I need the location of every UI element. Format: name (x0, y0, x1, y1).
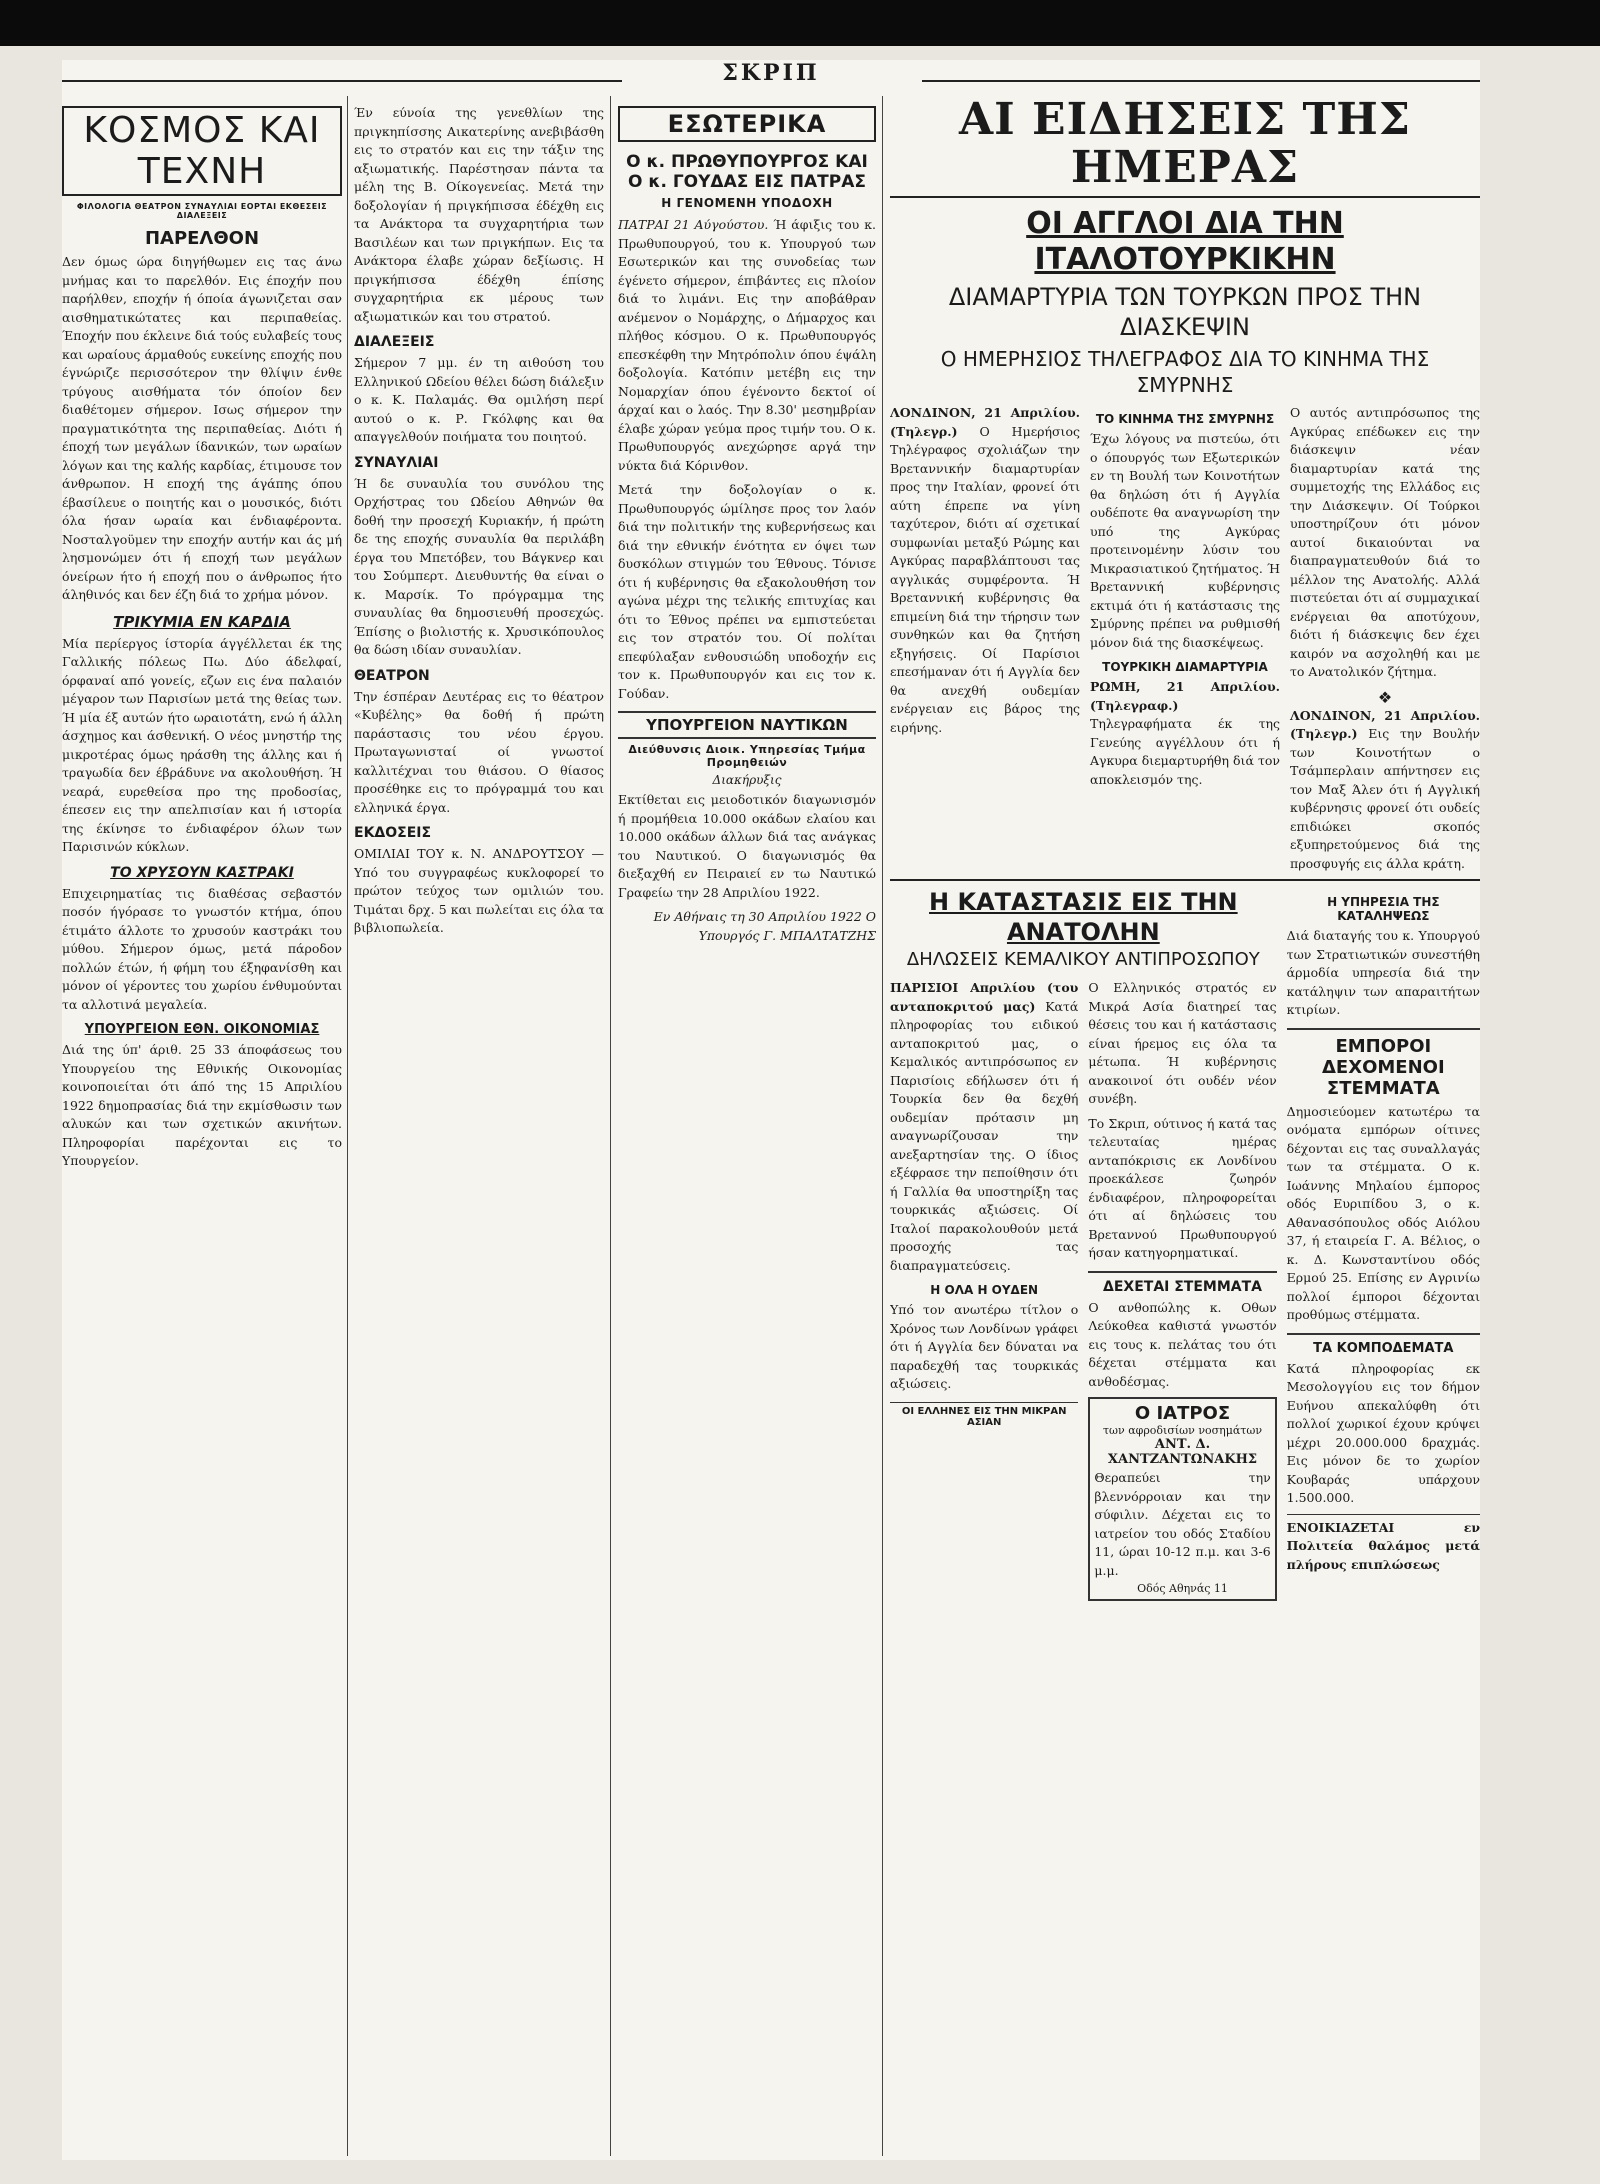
notice-subtitle: Διεύθυνσις Διοικ. Υπηρεσίας Τμήμα Προμηθειών (628, 743, 866, 769)
column-rule (882, 96, 883, 2156)
lead-body: Ο Ημερήσιος Τηλέγραφος σχολιάζων την Βρεταννικήν διαμαρτυρίαν προς την Ιταλίαν, φρονεί ότι αύτη έπρεπε να γίνη ταχύτερον, διότι αί σχετικαί συμφωνίαι μεταξύ Ρώμης και Αγκύρας παραβλάπτουσι τας αγγλικάς συμφέροντα. Ή Βρεταννική κυβέρνησις θα επιμείνη διά την τήρησιν των συνθηκών και θα ζητήση εξηγήσεις. Οί Παρίσιοι επεσήμαναν ότι ή Αγγλία δεν θα ανεχθή ουδεμίαν ενέργειαν εις βάρος της ειρήνης. (890, 423, 1080, 735)
article-title: ΤΑ ΚΟΜΠΟΔΕΜΑΤΑ (1287, 1333, 1480, 1356)
article-body: Ή άφιξις του κ. Πρωθυπουργού, του κ. Υπουργού των Εσωτερικών και της συνοδείας των έγένετο σήμερον, έπιβάντες εις πλοίον διά το λιμάνι. Εις την αποβάθραν ανέμενον ο Νομάρχης, ο Δήμαρχος και πλήθος κόσμου. Ο κ. Πρωθυπουργός επεσκέφθη την Μητρόπολιν όπου έψάλη δοξολογία. Κατόπιν μετέβη εις την Νομαρχίαν όπου έγένοντο δεκτοί οί άρχαί και ο λαός. Την 8.30' μεσημβρίαν έλαβε χώραν γεύμα προς τιμήν του. Ο κ. Πρωθυπουργός ανεχώρησε αργά την νύκτα διά Κόρινθον. (618, 217, 876, 473)
anatoli-columns (890, 979, 1277, 1601)
column-kosmos-kai-texni (62, 96, 342, 2156)
newspaper-page (62, 60, 1480, 2160)
anatoli-body: Το Σκριπ, ούτινος ή κατά τας τελευταίας ημέρας ανταπόκρισις εκ Λονδίνου προεκάλεσε ζωηρόν ένδιαφέρον, πληροφορείται ότι αί δηλώσεις του Βρεταννού Πρωθυπουργού ήσαν κατηγορηματικαί. (1088, 1115, 1277, 1260)
lead-sub-dateline: ΡΩΜΗ, 21 Απριλίου. (Τηλεγραφ.) (1090, 679, 1280, 713)
article-body: Μία περίεργος ίστορία άγγέλλεται έκ της Γαλλικής πόλεως Πω. Δύο άδελφαί, όρφαναί από γονείς, εζων εις ένα παλαιόν μέγαρον των Παρισίων μετά της θείας των. Ή μία έξ αυτών ήτο ωραιοτάτη, ενώ ή άλλη άσχημος και άσθενική. Ο νέος μνηστήρ της μικροτέρας όμως ηράσθη της άλλης και ή τραγωδία δεν έβράδυνε να ακολουθήση. Ή νεαρά, ευρεθείσα προ της προδοσίας, έπεσεν εις την απελπισίαν και ή ιστορία της έκίνησε το ένδιαφέρον όλων των Παρισινών κύκλων. (62, 635, 342, 854)
article-title: ΕΜΠΟΡΟΙ ΔΕΧΟΜΕΝΟΙ ΣΤΕΜΜΑΤΑ (1287, 1028, 1480, 1099)
article-title: ΣΥΝΑΥΛΙΑΙ (354, 454, 439, 471)
news-of-the-day (890, 96, 1480, 2156)
lead-subheadline: ΔΙΑΜΑΡΤΥΡΙΑ ΤΩΝ ΤΟΥΡΚΩΝ ΠΡΟΣ ΤΗΝ ΔΙΑΣΚΕΨΙΝ (948, 283, 1422, 341)
doctor-ad-body: Θεραπεύει την βλεννόρροιαν και την σύφιλιν. Δέχεται εις το ιατρείον του οδός Σταδίου 11, ώραι 10-12 π.μ. και 3-6 μ.μ. (1094, 1470, 1271, 1578)
anatoli-body: Ο Ελληνικός στρατός εν Μικρά Ασία διατηρεί τας θέσεις του και ή κατάστασις είναι ήρεμος εις όλα τα μέτωπα. Ή κυβέρνησις ανακοινοί ότι ουδέν νέον συνέβη. (1088, 980, 1277, 1106)
anatoli-col-2 (1088, 979, 1276, 1601)
article-body: Επιχειρηματίας τις διαθέσας σεβαστόν ποσόν ήγόρασε το γνωστόν κτήμα, όπου έτιμάτο άλλοτε το χρυσούν καστράκι του μύθου. Σήμερον όμως, μετά πάροδον πολλών έτών, ή φήμη του έξηφανίσθη και μόνον οί γέροντες του χωρίου ένθυμούνται τα αλλοτινά μεγαλεία. (62, 885, 342, 1012)
masthead (62, 60, 1480, 90)
column-kosmos-cont (354, 96, 604, 2156)
scan-top-band (0, 0, 1600, 46)
article-headline: Ο κ. ΠΡΩΘΥΠΟΥΡΓΟΣ ΚΑΙ Ο κ. ΓΟΥΔΑΣ ΕΙΣ ΠΑΤΡΑΣ (626, 152, 868, 192)
doctor-ad (1088, 1397, 1276, 1601)
article-title: Η ΥΠΗΡΕΣΙΑ ΤΗΣ ΚΑΤΑΛΗΨΕΩΣ (1327, 895, 1440, 923)
anatoli-dateline: ΠΑΡΙΣΙΟΙ Απριλίου (του ανταποκριτού μας) (890, 980, 1079, 1014)
banner-headline: ΑΙ ΕΙΔΗΣΕΙΣ ΤΗΣ ΗΜΕΡΑΣ (890, 96, 1480, 198)
notice-body: Εκτίθεται εις μειοδοτικόν διαγωνισμόν ή προμήθεια 10.000 οκάδων ελαίου και 10.000 οκάδων άλλων διά τας ανάγκας του Ναυτικού. Ο διαγωνισμός θα διεξαχθή εν Πειραιεί εν τω Ναυτικώ Γραφείω την 28 Απριλίου 1922. (618, 792, 876, 900)
article-title: ΘΕΑΤΡΟΝ (354, 667, 430, 684)
lead-dateline: ΛΟΝΔΙΝΟΝ, 21 Απριλίου. (Τηλεγρ.) (890, 405, 1080, 439)
article-body: Διά διαταγής του κ. Υπουργού των Στρατιωτικών συνεστήθη άρμοδία υπηρεσία διά την κατάληψιν των απαραιτήτων κτιρίων. (1286, 928, 1480, 1017)
column-rule (347, 96, 348, 2156)
masthead-title: ΣΚΡΙΠ (722, 60, 820, 86)
article-body: Διά της ύπ' άριθ. 25 33 άποφάσεως του Υπουργείου της Εθνικής Οικονομίας κοινοποιείται ότι άπό της 15 Απριλίου 1922 δημοπρασίας διά την εκμίσθωσιν των αλυκών και των σχετικών ακινήτων. Πληροφορίαι παρέχονται εις το Υπουργείον. (62, 1042, 342, 1168)
anatoli-col-1 (890, 979, 1078, 1601)
column-rule (610, 96, 611, 2156)
lead-body: Εις την Βουλήν των Κοινοτήτων ο Τσάμπερλαιν απήντησεν εις τον Μαξ Άλεν ότι ή Αγγλική κυβέρνησις φρονεί ότι ουδείς επιδιώκει σκοπός εξυπηρετούμενος διά της προσφυγής εις άλλα κράτη. (1290, 726, 1480, 871)
anatoli-headline: Η ΚΑΤΑΣΤΑΣΙΣ ΕΙΣ ΤΗΝ ΑΝΑΤΟΛΗΝ (929, 888, 1238, 946)
ad-body: Ο ανθοπώλης κ. Οθων Λεύκοθεα καθιστά γνωστόν εις τους κ. πελάτας του ότι δέχεται στέμματα και ανθοδέσμας. (1088, 1299, 1277, 1389)
lead-sub-body: Έχω λόγους να πιστεύω, ότι ο όπουργός των Εξωτερικών εν τη Βουλή των Κοινοτήτων θα δηλώση ότι ή Αγγλία ουδέποτε θα αναγνωρίση την υπό της Αγκύρας προτεινομένην λύσιν του Μικρασιατικού ζητήματος. Ή Βρεταννική κυβέρνησις εκτιμά ότι ή κατάστασις της Σμύρνης πρέπει να ρυθμισθή μόνον διά της διασκέψεως. (1090, 431, 1280, 650)
anatoli-body: Κατά πληροφορίας του ειδικού ανταποκριτού μας, ο Κεμαλικός αντιπρόσωπος εν Παρισίοις εδήλωσεν ότι ή Τουρκία δεν θα δεχθή ουδεμίαν πρότασιν μη αναγνωρίζουσαν την ανεξαρτησίαν της. Ο ίδιος εξέφρασε την πεποίθησιν ότι ή Γαλλία θα υποστηρίξη τας τουρκικάς αξιώσεις. Οί Ιταλοί παρακολουθούν μετά προσοχής τας διαπραγματεύσεις. (890, 998, 1079, 1273)
article-body: Δημοσιεύομεν κατωτέρω τα ονόματα εμπόρων οίτινες δέχονται εις τας συναλλαγάς των τα στέμματα. Ο κ. Ιωάννης Μηλαίου έμπορος οδός Ευριπίδου 3, ο κ. Αθανασόπουλος οδός Αιόλου 37, ή εταιρεία Γ. Α. Βέλιος, ο κ. Δ. Κωνσταντίνου οδός Ερμού 25. Επίσης εν Αγρινίω πολλοί έμποροι δέχονται προθύμως στέμματα. (1286, 1103, 1480, 1322)
anatoli-sub-body: Υπό τον ανωτέρω τίτλον ο Χρόνος των Λονδίνων γράφει ότι ή Αγγλία δεν δύναται να παραδεχθή τας τουρκικάς αξιώσεις. (890, 1302, 1079, 1391)
lead-sub-title: ΤΟΥΡΚΙΚΗ ΔΙΑΜΑΡΤΥΡΙΑ (1102, 660, 1268, 674)
article-body: ΟΜΙΛΙΑΙ ΤΟΥ κ. Ν. ΑΝΔΡΟΥΤΣΟΥ — Υπό του συγγραφέως κυκλοφορεί το πρώτον τεύχος των ομιλιών του. Τιμάται δρχ. 5 και πωλείται εις όλα τα βιβλιοπωλεία. (354, 846, 604, 935)
lead-col-2 (1090, 404, 1280, 879)
lead-col-3 (1290, 404, 1480, 879)
ad-title: ΔΕΧΕΤΑΙ ΣΤΕΜΜΑΤΑ (1088, 1271, 1276, 1295)
anatoli-block (890, 887, 1277, 1601)
doctor-ad-subtitle: των αφροδισίων νοσημάτων (1102, 1424, 1263, 1437)
ornament-icon: ❖ (1377, 687, 1393, 707)
section-subtitle: ΦΙΛΟΛΟΓΙΑ ΘΕΑΤΡΟΝ ΣΥΝΑΥΛΙΑΙ ΕΟΡΤΑΙ ΕΚΘΕΣΕΙΣ ΔΙΑΛΕΞΕΙΣ (76, 202, 328, 220)
right-column (1287, 887, 1480, 1601)
article-title: ΕΚΔΟΣΕΙΣ (354, 825, 432, 841)
article-title: ΤΡΙΚΥΜΙΑ ΕΝ ΚΑΡΔΙΑ (113, 612, 291, 631)
lead-columns (890, 404, 1480, 879)
lead-col-1 (890, 404, 1080, 879)
article-body: Την έσπέραν Δευτέρας εις το θέατρον «Κυβέλης» θα δοθή ή πρώτη παράστασις του νέου έργου. Πρωταγωνισταί οί γνωστοί καλλιτέχναι του θιάσου. Ο θίασος προσέθηκε εις το πρόγραμμά του και ελληνικά έργα. (354, 688, 604, 815)
anatoli-small-title: ΟΙ ΕΛΛΗΝΕΣ ΕΙΣ ΤΗΝ ΜΙΚΡΑΝ ΑΣΙΑΝ (890, 1402, 1078, 1428)
lead-kicker: Ο ΗΜΕΡΗΣΙΟΣ ΤΗΛΕΓΡΑΦΟΣ ΔΙΑ ΤΟ ΚΙΝΗΜΑ ΤΗΣ ΣΜΥΡΝΗΣ (940, 347, 1430, 397)
article-body: Κατά πληροφορίας εκ Μεσολογγίου εις τον δήμον Ευήνου απεκαλύφθη ότι πολλοί χωρικοί έχουν κρύψει μέχρι 20.000.000 δραχμάς. Εις μόνον δε το χωρίον Κουβαράς υπάρχουν 1.500.000. (1286, 1360, 1480, 1505)
notice-footer: Εν Αθήναις τη 30 Απριλίου 1922 Ο Υπουργός Γ. ΜΠΑΛΤΑΤΖΗΣ (653, 909, 876, 943)
section-title-esoterika: ΕΣΩΤΕΡΙΚΑ (618, 106, 876, 142)
article-subhead: Η ΓΕΝΟΜΕΝΗ ΥΠΟΔΟΧΗ (661, 196, 833, 210)
classified-ad: ΕΝΟΙΚΙΑΖΕΤΑΙ εν Πολιτεία θαλάμος μετά πλήρους επιπλώσεως (1287, 1514, 1480, 1575)
article-body: Έν εύνοία της γενεθλίων της πριγκηπίσσης Αικατερίνης ανεβιβάσθη εις το στρατόν και εις την τάξιν της αξιωματικής. Παρέστησαν πάντα τα μέλη της Β. Οίκογενείας. Μετά την δοξολογίαν ή πριγκήπισσα έδέχθη εις τα Ανάκτορα τα συγχαρητήρια των Βασιλέων και των πριγκήπων. Εις τα Ανάκτορα έλαβε χώραν δεξίωσις. Η πριγκήπισσα έδέχθη έπίσης συγχαρητήρια εκ μέρους των αξιωματικών και του στρατού. (354, 105, 604, 324)
article-body: Ή δε συναυλία του συνόλου της Ορχήστρας του Ωδείου Αθηνών θα δοθή την προσεχή Κυριακήν, ή πρώτη δε της εποχής συναυλία θα περιλάβη έργα του Μπετόβεν, του Βάγκνερ και του Σούμπερτ. Διευθυντής θα είναι ο κ. Μαρσίκ. Το πρόγραμμα της συναυλίας θα δημοσιευθή προσεχώς. Έπίσης ο βιολιστής κ. Χρυσικόπουλος θα δώση ιδίαν συναυλίαν. (354, 475, 604, 657)
article-title: ΥΠΟΥΡΓΕΙΟΝ ΕΘΝ. ΟΙΚΟΝΟΜΙΑΣ (84, 1022, 320, 1037)
article-body: Δεν όμως ώρα διηγήθωμεν εις τας άνω μνήμας και το παρελθόν. Εις έποχήν που παρήλθεν, εποχήν ή όποία άγωνιζεται σαν αισθηματικώτατες και περιπαθείας. Έποχήν που έκλεινε διά τούς ευλαβείς τους και ωραίους άρμαθούς ευκείνης εποχής που έγνώριζε περισσότερον την θλίψιν ένθε τρύγους αισθήματα τόν όποίον δεν διαθέτομεν σήμερον. Ισως σήμερον την πραγματικότητα της περιπαθείας. Διότι ή έποχή των μεγάλων ίδανικών, των ωραίων λόγων και της καλής καρδίας, έτιμουσε τον άνθρωπον. Η εποχή της άγάπης όπου έβασίλευε ο ποιητής και ο μουσικός, διότι όλα ήσαν ωραία και ένδιαφέροντα. Νοσταλγοϋμεν την εποχήν αυτήν και άς μή λησμονώμεν ότι ή εποχή των μεγάλων όνείρων ήτο ή εποχή που ο άνθρωπος ήτο άληθινός και δεν έζη διά το χρήμα μόνον. (62, 254, 342, 602)
lead-dateline: ΛΟΝΔΙΝΟΝ, 21 Απριλίου. (Τηλεγρ.) (1290, 707, 1480, 741)
article-body: Μετά την δοξολογίαν ο κ. Πρωθυπουργός ώμίλησε προς τον λαόν διά την πολιτικήν της κυβερνήσεως και διά την εθνικήν ένότητα εν όψει των δυσκόλων στιγμών του Έθνους. Τόνισε ότι ή κυβέρνησις θα εξακολουθήση τον αγώνα μέχρι της τελικής επιτυχίας και ότι το Έθνος πρέπει να εμπιστεύεται εις τον στρατόν του. Οί πολίται επεφύλαξαν ενθουσιώδη υποδοχήν εις τον κ. Πρωθυπουργόν και εις τον κ. Γούδαν. (618, 482, 876, 701)
lead-sub-title: ΤΟ ΚΙΝΗΜΑ ΤΗΣ ΣΜΥΡΝΗΣ (1095, 412, 1275, 426)
article-dateline: ΠΑΤΡΑΙ 21 Αύγούστου. (618, 217, 769, 232)
article-title: ΠΑΡΕΛΘΟΝ (144, 228, 260, 249)
notice-label: Διακήρυξις (712, 773, 782, 787)
article-title: ΔΙΑΛΕΞΕΙΣ (354, 334, 435, 350)
doctor-ad-address: Οδός Αθηνάς 11 (1137, 1582, 1228, 1595)
doctor-ad-title: Ο ΙΑΤΡΟΣ (1134, 1403, 1231, 1424)
anatoli-sub-title: Η ΟΛΑ Η ΟΥΔΕΝ (930, 1283, 1039, 1297)
doctor-ad-name: ΑΝΤ. Δ. ΧΑΝΤΖΑΝΤΩΝΑΚΗΣ (1107, 1437, 1258, 1467)
lead-sub-body: Τηλεγραφήματα έκ της Γενεύης αγγέλλουν ότι ή Αγκυρα διεμαρτυρήθη διά τον αποκλεισμόν της. (1090, 716, 1280, 787)
section-title-kosmos: ΚΟΣΜΟΣ ΚΑΙ ΤΕΧΝΗ (62, 106, 342, 196)
article-title: ΤΟ ΧΡΥΣΟΥΝ ΚΑΣΤΡΑΚΙ (110, 864, 294, 881)
anatoli-subheadline: ΔΗΛΩΣΕΙΣ ΚΕΜΑΛΙΚΟΥ ΑΝΤΙΠΡΟΣΩΠΟΥ (906, 949, 1260, 970)
article-body: Σήμερον 7 μμ. έν τη αιθούση του Ελληνικού Ωδείου θέλει δώση διάλεξιν ο κ. Κ. Παλαμάς. Θα ομιλήση περί αυτού ο κ. Ρ. Γκόλφης και θα απαγγελθούν ποιήματα του ποιητού. (354, 355, 604, 444)
lead-body: Ο αυτός αντιπρόσωπος της Αγκύρας επέδωκεν εις την διάσκεψιν νέαν διαμαρτυρίαν κατά της συμμετοχής της Ελλάδος εις την Διάσκεψιν. Οί Τούρκοι υποστηρίζουν ότι μόνον αυτοί δικαιούνται να διαπραγματευθούν διά το μέλλον της Ανατολής. Αλλά πιστεύεται ότι αί συμμαχικαί ενέργειαι θα αποτύχουν, διότι ή διάσκεψις δεν έχει καιρόν να ασχοληθή και με το Ανατολικόν ζήτημα. (1290, 405, 1480, 679)
column-esoterika (618, 96, 876, 2156)
notice-title: ΥΠΟΥΡΓΕΙΟΝ ΝΑΥΤΙΚΩΝ (618, 711, 876, 739)
lead-headline: ΟΙ ΑΓΓΛΟΙ ΔΙΑ ΤΗΝ ΙΤΑΛΟΤΟΥΡΚΙΚΗΝ (1026, 206, 1344, 277)
lower-news (890, 879, 1480, 1601)
